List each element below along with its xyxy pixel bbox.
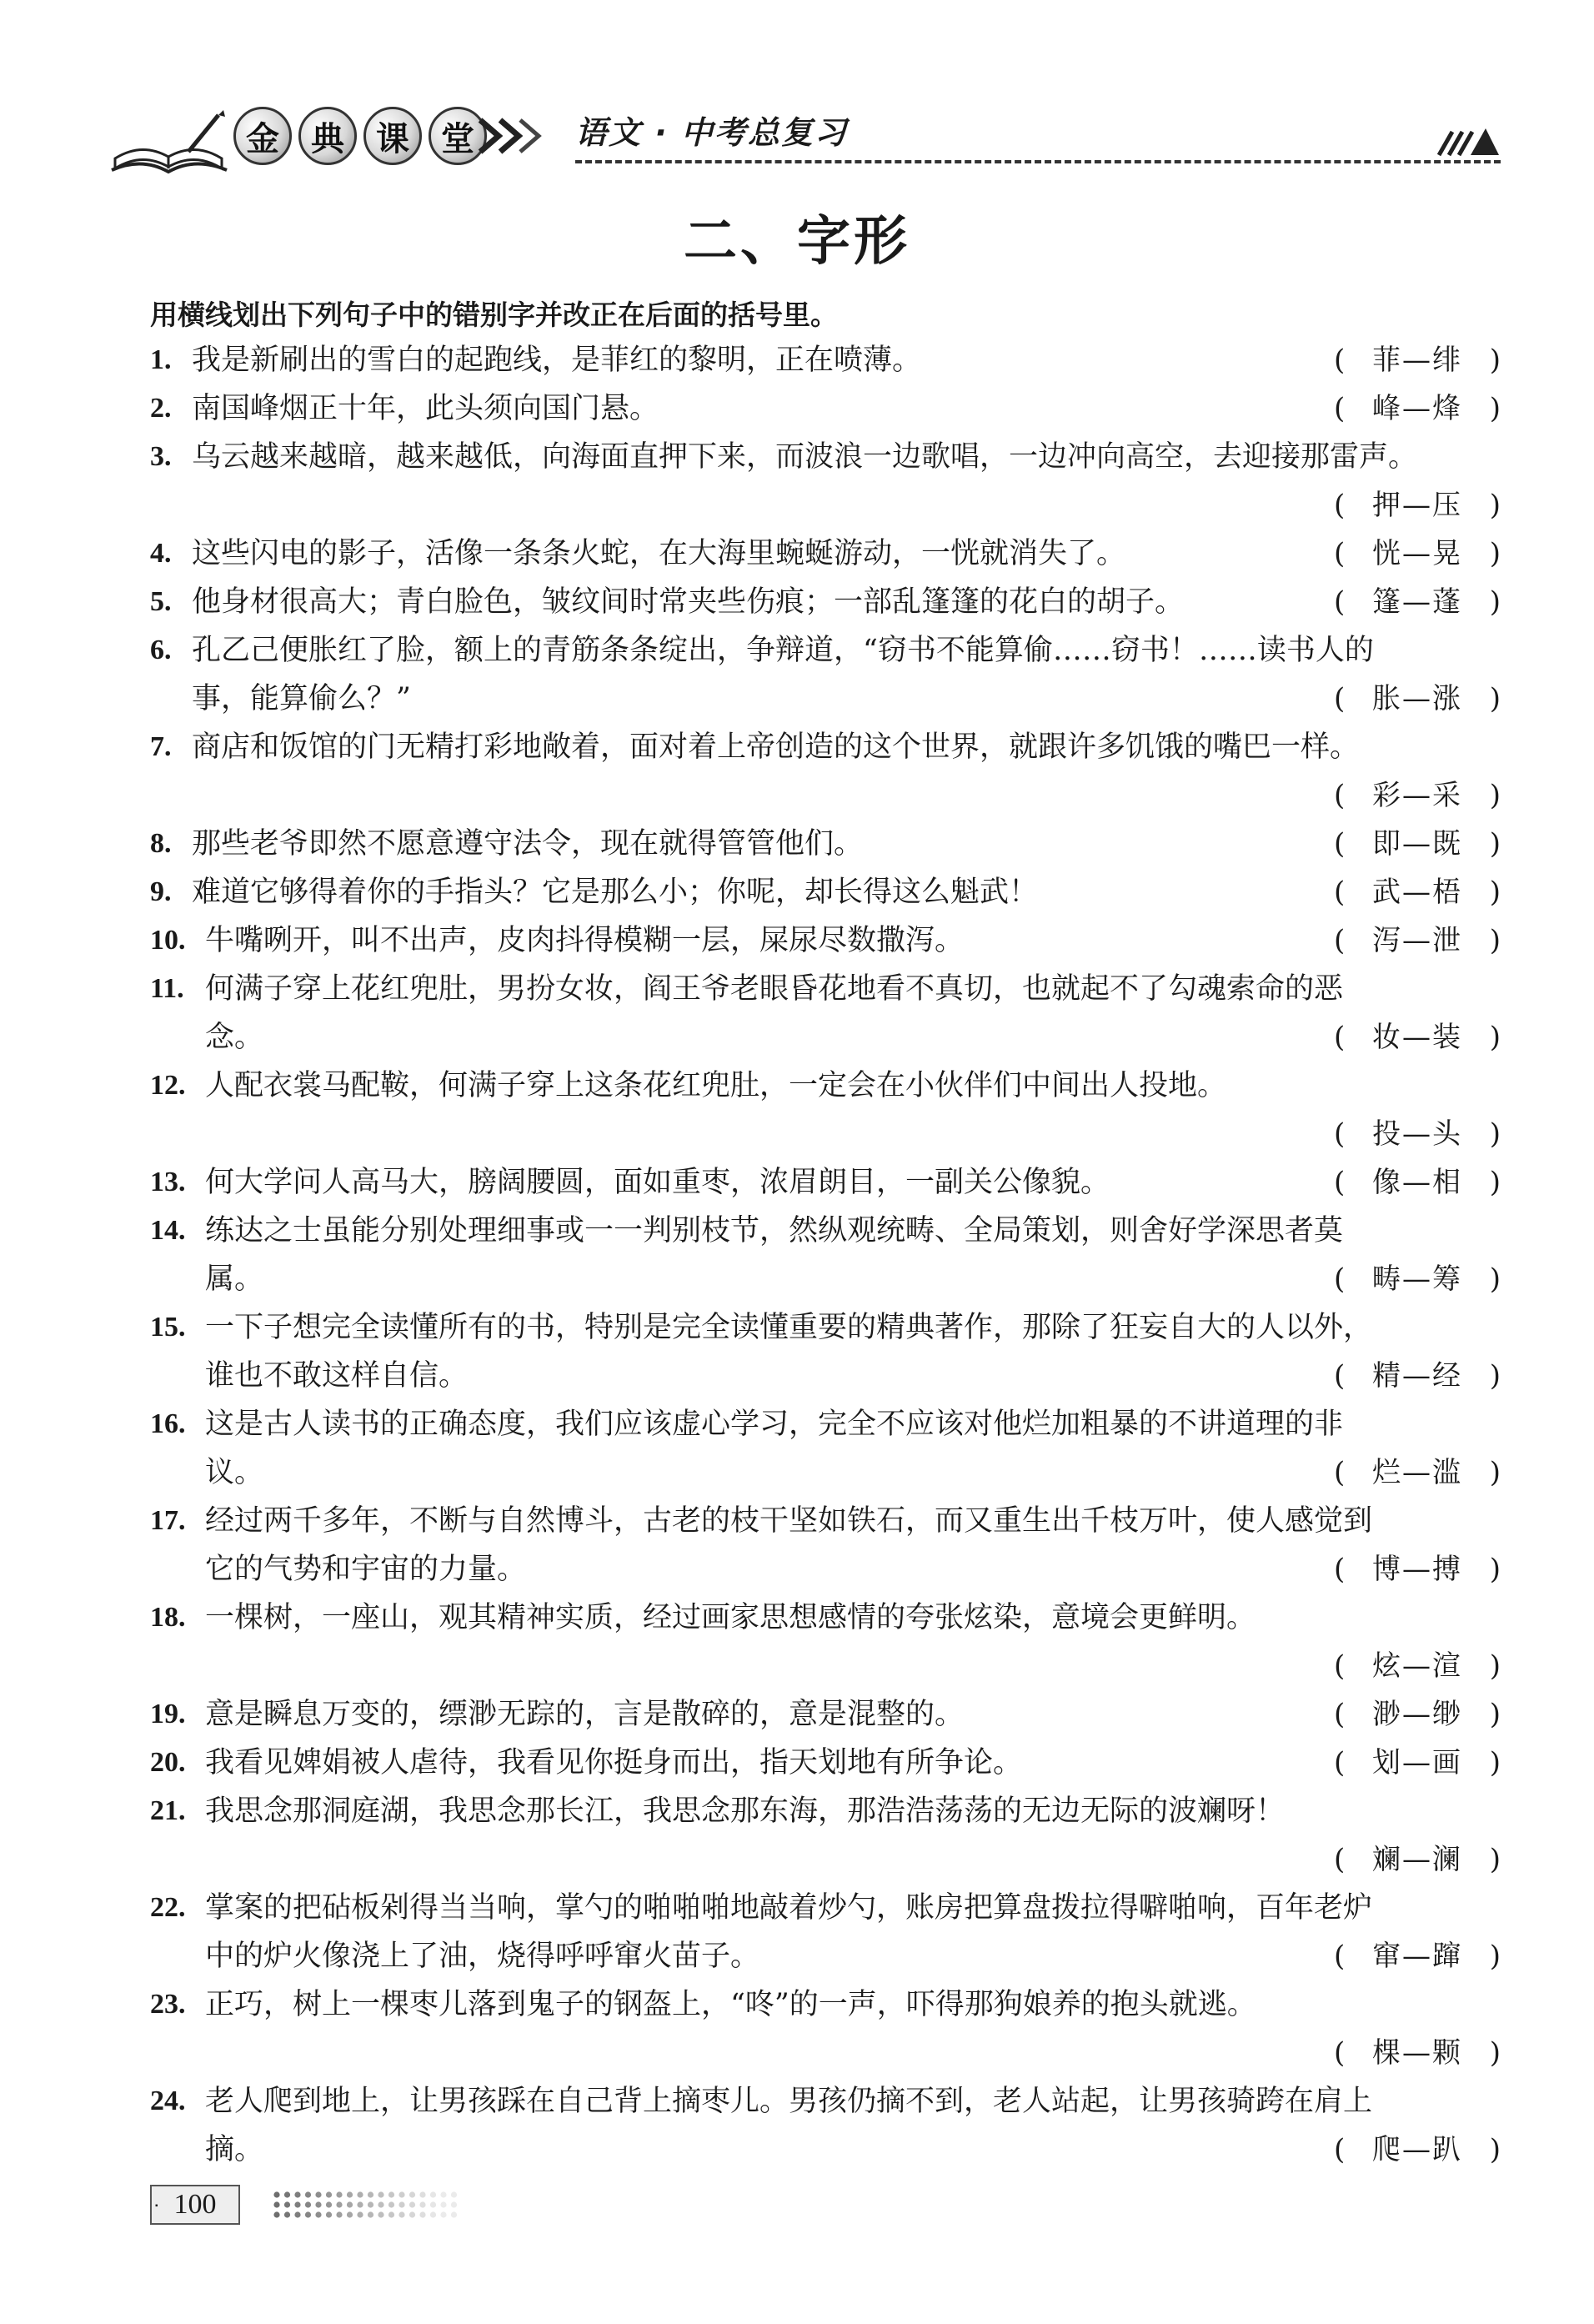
correction-text: 彩—采 bbox=[1372, 779, 1462, 812]
exercise-item bbox=[150, 1884, 1501, 1980]
answer-bracket bbox=[1334, 1158, 1501, 1207]
bracket-open: ( bbox=[1334, 1456, 1346, 1489]
bracket-open: ( bbox=[1334, 1940, 1346, 1973]
item-number: 23. bbox=[150, 1989, 186, 2020]
bracket-open: ( bbox=[1334, 876, 1346, 909]
answer-row bbox=[205, 1835, 1501, 1884]
bracket-close: ) bbox=[1489, 827, 1501, 861]
exercise-item bbox=[150, 723, 1501, 820]
decor-dot bbox=[305, 2201, 311, 2207]
correction-text: 炫—渲 bbox=[1372, 1649, 1462, 1683]
decor-dot bbox=[398, 2201, 404, 2207]
bracket-close: ) bbox=[1489, 1746, 1501, 1779]
item-number: 7. bbox=[150, 731, 172, 762]
sentence-line bbox=[205, 1980, 1501, 2029]
sentence-line bbox=[205, 2077, 1501, 2126]
bracket-close: ) bbox=[1489, 392, 1501, 425]
decor-dot bbox=[409, 2211, 415, 2217]
header-divider bbox=[575, 160, 1501, 163]
decor-dot bbox=[326, 2211, 332, 2217]
correction-text: 窜—蹿 bbox=[1372, 1940, 1462, 1973]
sentence-line bbox=[192, 433, 1501, 481]
exercise-instruction: 用横线划出下列句子中的错别字并改正在后面的括号里。 bbox=[150, 299, 838, 331]
exercise-item bbox=[150, 1158, 1501, 1207]
answer-row bbox=[205, 2029, 1501, 2077]
correction-text: 烂—滥 bbox=[1372, 1456, 1462, 1489]
decor-dot bbox=[409, 2201, 415, 2207]
sentence-text: 难道它够得着你的手指头？它是那么小；你呢，却长得这么魁武！ bbox=[192, 876, 1039, 909]
item-number: 14. bbox=[150, 1215, 186, 1246]
decor-dot bbox=[368, 2191, 373, 2197]
exercise-item bbox=[150, 820, 1501, 868]
decor-dot bbox=[305, 2211, 311, 2217]
decor-dot bbox=[347, 2211, 353, 2217]
decor-dot bbox=[315, 2191, 321, 2197]
answer-bracket bbox=[1334, 2029, 1501, 2077]
sentence-text: 我看见婢娟被人虐待，我看见你挺身而出，指天划地有所争论。 bbox=[205, 1746, 1023, 1779]
bracket-close: ) bbox=[1489, 1843, 1501, 1876]
sentence-line bbox=[192, 820, 1501, 868]
bracket-close: ) bbox=[1489, 1456, 1501, 1489]
sentence-text: 属。 bbox=[205, 1262, 264, 1296]
item-number: 15. bbox=[150, 1312, 186, 1343]
sentence-line bbox=[205, 1400, 1501, 1448]
sentence-text: 我思念那洞庭湖，我思念那长江，我思念那东海，那浩浩荡荡的无边无际的波斓呀！ bbox=[205, 1794, 1286, 1828]
correction-text: 投—头 bbox=[1372, 1117, 1462, 1151]
decor-dot bbox=[294, 2211, 300, 2217]
exercise-item bbox=[150, 1303, 1501, 1400]
bracket-open: ( bbox=[1334, 682, 1346, 715]
answer-bracket bbox=[1334, 1110, 1501, 1158]
exercise-item bbox=[150, 578, 1501, 626]
sentence-text: 议。 bbox=[205, 1456, 264, 1489]
sentence-line bbox=[205, 1207, 1501, 1255]
decor-dot bbox=[430, 2211, 436, 2217]
sentence-text: 经过两千多年，不断与自然博斗，古老的枝干坚如铁石，而又重生出千枝万叶，使人感觉到 bbox=[205, 1504, 1373, 1538]
exercise-item bbox=[150, 2077, 1501, 2174]
decor-dot bbox=[440, 2201, 446, 2207]
decor-dot bbox=[347, 2201, 353, 2207]
bracket-close: ) bbox=[1489, 1553, 1501, 1586]
answer-bracket bbox=[1334, 1013, 1501, 1062]
decor-dot bbox=[430, 2201, 436, 2207]
sentence-line bbox=[192, 675, 1501, 723]
item-number: 22. bbox=[150, 1892, 186, 1923]
exercise-item bbox=[150, 1497, 1501, 1594]
item-number: 5. bbox=[150, 586, 172, 617]
sentence-line bbox=[192, 868, 1501, 916]
bracket-open: ( bbox=[1334, 585, 1346, 619]
sentence-line bbox=[205, 1739, 1501, 1787]
item-number: 8. bbox=[150, 828, 172, 859]
bracket-open: ( bbox=[1334, 1262, 1346, 1296]
decor-dot bbox=[305, 2191, 311, 2197]
item-number: 1. bbox=[150, 344, 172, 375]
decor-dot bbox=[451, 2211, 457, 2217]
answer-bracket bbox=[1334, 916, 1501, 965]
correction-text: 武—梧 bbox=[1372, 876, 1462, 909]
exercise-item bbox=[150, 530, 1501, 578]
item-number: 19. bbox=[150, 1699, 186, 1729]
exercise-item bbox=[150, 868, 1501, 916]
series-title-char: 金 bbox=[233, 107, 292, 165]
corner-triangle-icon bbox=[1434, 117, 1501, 158]
correction-text: 渺—缈 bbox=[1372, 1698, 1462, 1731]
sentence-line bbox=[205, 1013, 1501, 1062]
bracket-close: ) bbox=[1489, 876, 1501, 909]
sentence-line bbox=[205, 1884, 1501, 1932]
decor-dot bbox=[315, 2211, 321, 2217]
decor-dot bbox=[284, 2201, 290, 2207]
sentence-line bbox=[205, 916, 1501, 965]
correction-text: 菲—绯 bbox=[1372, 344, 1462, 377]
bracket-close: ) bbox=[1489, 1649, 1501, 1683]
decor-dot bbox=[378, 2201, 383, 2207]
sentence-text: 乌云越来越暗，越来越低，向海面直押下来，而波浪一边歌唱，一边冲向高空，去迎接那雷声。 bbox=[192, 440, 1418, 474]
item-number: 11. bbox=[150, 973, 184, 1004]
sentence-line bbox=[205, 1303, 1501, 1352]
bracket-close: ) bbox=[1489, 1117, 1501, 1151]
sentence-line bbox=[205, 1545, 1501, 1594]
page-number: 100 bbox=[173, 2189, 217, 2220]
sentence-line bbox=[192, 578, 1501, 626]
item-number: 12. bbox=[150, 1070, 186, 1101]
decor-dot bbox=[440, 2211, 446, 2217]
sentence-line bbox=[205, 1158, 1501, 1207]
decor-dot bbox=[451, 2201, 457, 2207]
exercise-list bbox=[150, 336, 1501, 2174]
sentence-line bbox=[205, 1497, 1501, 1545]
correction-text: 篷—蓬 bbox=[1372, 585, 1462, 619]
answer-bracket bbox=[1334, 1690, 1501, 1739]
bracket-open: ( bbox=[1334, 1021, 1346, 1054]
sentence-text: 一棵树，一座山，观其精神实质，经过画家思想感情的夸张炫染，意境会更鲜明。 bbox=[205, 1601, 1256, 1634]
sentence-text: 它的气势和宇宙的力量。 bbox=[205, 1553, 527, 1586]
bracket-close: ) bbox=[1489, 489, 1501, 522]
double-chevron-icon bbox=[475, 115, 542, 157]
item-number: 10. bbox=[150, 925, 186, 956]
correction-text: 棵—颗 bbox=[1372, 2036, 1462, 2070]
decor-dot bbox=[388, 2211, 394, 2217]
item-number: 24. bbox=[150, 2086, 186, 2116]
subject-label: 语文 · 中考总复习 bbox=[575, 114, 848, 151]
bracket-open: ( bbox=[1334, 1166, 1346, 1199]
correction-text: 妆—装 bbox=[1372, 1021, 1462, 1054]
correction-text: 即—既 bbox=[1372, 827, 1462, 861]
exercise-item bbox=[150, 1062, 1501, 1158]
decor-dot bbox=[294, 2191, 300, 2197]
sentence-line bbox=[205, 965, 1501, 1013]
item-number: 21. bbox=[150, 1795, 186, 1826]
sentence-text: 中的炉火像浇上了油，烧得呼呼窜火苗子。 bbox=[205, 1940, 760, 1973]
bracket-open: ( bbox=[1334, 1117, 1346, 1151]
bracket-open: ( bbox=[1334, 1553, 1346, 1586]
bracket-close: ) bbox=[1489, 585, 1501, 619]
decor-dot bbox=[430, 2191, 436, 2197]
answer-row bbox=[205, 1642, 1501, 1690]
bracket-open: ( bbox=[1334, 1843, 1346, 1876]
decor-dot bbox=[357, 2201, 363, 2207]
open-book-pen-icon bbox=[108, 108, 233, 175]
bracket-close: ) bbox=[1489, 1698, 1501, 1731]
decor-dot bbox=[357, 2191, 363, 2197]
sentence-line bbox=[192, 530, 1501, 578]
sentence-line bbox=[192, 384, 1501, 433]
sentence-text: 孔乙己便胀红了脸，额上的青筋条条绽出，争辩道，“窃书不能算偷……窃书！……读书人的 bbox=[192, 634, 1374, 667]
decor-dot bbox=[398, 2191, 404, 2197]
decor-dot bbox=[388, 2201, 394, 2207]
correction-text: 精—经 bbox=[1372, 1359, 1462, 1393]
decor-dot bbox=[284, 2211, 290, 2217]
exercise-item bbox=[150, 1739, 1501, 1787]
bracket-close: ) bbox=[1489, 1262, 1501, 1296]
answer-bracket bbox=[1334, 820, 1501, 868]
correction-text: 押—压 bbox=[1372, 489, 1462, 522]
item-number: 16. bbox=[150, 1408, 186, 1439]
item-number: 6. bbox=[150, 635, 172, 665]
answer-bracket bbox=[1334, 1932, 1501, 1980]
decor-dot bbox=[347, 2191, 353, 2197]
correction-text: 恍—晃 bbox=[1372, 537, 1462, 570]
bullet-icon: ▪ bbox=[155, 2201, 158, 2211]
decor-dot bbox=[315, 2201, 321, 2207]
sentence-text: 念。 bbox=[205, 1021, 264, 1054]
sentence-text: 摘。 bbox=[205, 2133, 264, 2166]
sentence-line bbox=[205, 1787, 1501, 1835]
item-number: 17. bbox=[150, 1505, 186, 1536]
sentence-text: 老人爬到地上，让男孩踩在自己背上摘枣儿。男孩仍摘不到，老人站起，让男孩骑跨在肩上 bbox=[205, 2085, 1373, 2118]
bracket-close: ) bbox=[1489, 2133, 1501, 2166]
correction-text: 像—相 bbox=[1372, 1166, 1462, 1199]
sentence-text: 人配衣裳马配鞍，何满子穿上这条花红兜肚，一定会在小伙伴们中间出人投地。 bbox=[205, 1069, 1227, 1102]
decor-dot bbox=[326, 2191, 332, 2197]
decor-dot bbox=[388, 2191, 394, 2197]
sentence-text: 这些闪电的影子，活像一条条火蛇，在大海里蜿蜒游动，一恍就消失了。 bbox=[192, 537, 1126, 570]
bracket-open: ( bbox=[1334, 827, 1346, 861]
answer-bracket bbox=[1334, 1352, 1501, 1400]
sentence-line bbox=[205, 2126, 1501, 2174]
decor-dot bbox=[440, 2191, 446, 2197]
item-number: 9. bbox=[150, 876, 172, 907]
sentence-text: 何大学问人高马大，膀阔腰圆，面如重枣，浓眉朗目，一副关公像貌。 bbox=[205, 1166, 1110, 1199]
correction-text: 爬—趴 bbox=[1372, 2133, 1462, 2166]
decor-dot bbox=[336, 2191, 342, 2197]
sentence-text: 事，能算偷么？” bbox=[192, 682, 411, 715]
bracket-close: ) bbox=[1489, 1021, 1501, 1054]
decor-dot bbox=[451, 2191, 457, 2197]
sentence-line bbox=[205, 1255, 1501, 1303]
answer-bracket bbox=[1334, 1642, 1501, 1690]
decor-dot bbox=[336, 2211, 342, 2217]
bracket-open: ( bbox=[1334, 924, 1346, 957]
correction-text: 划—画 bbox=[1372, 1746, 1462, 1779]
sentence-line bbox=[205, 1062, 1501, 1110]
answer-bracket bbox=[1334, 1545, 1501, 1594]
bracket-open: ( bbox=[1334, 489, 1346, 522]
decor-dot bbox=[326, 2201, 332, 2207]
sentence-text: 商店和饭馆的门无精打彩地敞着，面对着上帝创造的这个世界，就跟许多饥饿的嘴巴一样。 bbox=[192, 730, 1360, 764]
decor-dot bbox=[273, 2201, 279, 2207]
sentence-text: 牛嘴咧开，叫不出声，皮肉抖得模糊一层，屎尿尽数撒泻。 bbox=[205, 924, 965, 957]
bracket-open: ( bbox=[1334, 779, 1346, 812]
answer-bracket bbox=[1334, 481, 1501, 530]
sentence-text: 他身材很高大；青白脸色，皱纹间时常夹些伤痕；一部乱篷篷的花白的胡子。 bbox=[192, 585, 1185, 619]
page-header bbox=[108, 92, 1501, 183]
decor-dot bbox=[378, 2191, 383, 2197]
bracket-close: ) bbox=[1489, 2036, 1501, 2070]
series-title-char: 典 bbox=[298, 107, 357, 165]
bracket-close: ) bbox=[1489, 344, 1501, 377]
answer-bracket bbox=[1334, 530, 1501, 578]
exercise-item bbox=[150, 626, 1501, 723]
item-number: 3. bbox=[150, 441, 172, 472]
decor-dot bbox=[419, 2211, 425, 2217]
section-title: 二、字形 bbox=[684, 211, 910, 273]
sentence-text: 那些老爷即然不愿意遵守法令，现在就得管管他们。 bbox=[192, 827, 864, 861]
sentence-line bbox=[192, 336, 1501, 384]
decor-dot bbox=[409, 2191, 415, 2197]
answer-bracket bbox=[1334, 578, 1501, 626]
sentence-text: 掌案的把砧板剁得当当响，掌勺的啪啪啪地敲着炒勺，账房把算盘拨拉得噼啪响，百年老炉 bbox=[205, 1891, 1373, 1925]
bracket-open: ( bbox=[1334, 537, 1346, 570]
exercise-item bbox=[150, 1207, 1501, 1303]
bracket-open: ( bbox=[1334, 1649, 1346, 1683]
exercise-item bbox=[150, 1594, 1501, 1690]
decor-dot bbox=[368, 2201, 373, 2207]
sentence-text: 练达之士虽能分别处理细事或一一判别枝节，然纵观统畴、全局策划，则舍好学深思者莫 bbox=[205, 1214, 1344, 1247]
bracket-close: ) bbox=[1489, 1940, 1501, 1973]
bracket-close: ) bbox=[1489, 682, 1501, 715]
item-number: 20. bbox=[150, 1747, 186, 1778]
sentence-text: 我是新刷出的雪白的起跑线，是菲红的黎明，正在喷薄。 bbox=[192, 344, 922, 377]
answer-bracket bbox=[1334, 771, 1501, 820]
answer-bracket bbox=[1334, 868, 1501, 916]
item-number: 18. bbox=[150, 1602, 186, 1633]
answer-row bbox=[192, 771, 1501, 820]
decor-dot bbox=[368, 2211, 373, 2217]
exercise-item bbox=[150, 1690, 1501, 1739]
sentence-line bbox=[205, 1690, 1501, 1739]
bracket-close: ) bbox=[1489, 1359, 1501, 1393]
sentence-text: 这是古人读书的正确态度，我们应该虚心学习，完全不应该对他烂加粗暴的不讲道理的非 bbox=[205, 1408, 1344, 1441]
bracket-open: ( bbox=[1334, 392, 1346, 425]
sentence-text: 南国峰烟正十年，此头须向国门悬。 bbox=[192, 392, 659, 425]
exercise-item bbox=[150, 916, 1501, 965]
sentence-line bbox=[205, 1932, 1501, 1980]
bracket-open: ( bbox=[1334, 1746, 1346, 1779]
item-number: 4. bbox=[150, 538, 172, 569]
exercise-item bbox=[150, 965, 1501, 1062]
decor-dot bbox=[419, 2191, 425, 2197]
sentence-text: 意是瞬息万变的，缥渺无踪的，言是散碎的，意是混整的。 bbox=[205, 1698, 965, 1731]
answer-bracket bbox=[1334, 1835, 1501, 1884]
correction-text: 泻—泄 bbox=[1372, 924, 1462, 957]
sentence-line bbox=[205, 1352, 1501, 1400]
correction-text: 畴—筹 bbox=[1372, 1262, 1462, 1296]
correction-text: 峰—烽 bbox=[1372, 392, 1462, 425]
exercise-item bbox=[150, 433, 1501, 530]
decor-dot bbox=[273, 2191, 279, 2197]
item-number: 2. bbox=[150, 393, 172, 424]
answer-row bbox=[192, 481, 1501, 530]
decor-dot bbox=[294, 2201, 300, 2207]
sentence-line bbox=[192, 723, 1501, 771]
bracket-open: ( bbox=[1334, 344, 1346, 377]
bracket-close: ) bbox=[1489, 1166, 1501, 1199]
answer-row bbox=[205, 1110, 1501, 1158]
exercise-item bbox=[150, 1980, 1501, 2077]
decor-dot bbox=[357, 2211, 363, 2217]
sentence-line bbox=[205, 1448, 1501, 1497]
answer-bracket bbox=[1334, 1739, 1501, 1787]
decor-dot bbox=[273, 2211, 279, 2217]
answer-bracket bbox=[1334, 336, 1501, 384]
bracket-close: ) bbox=[1489, 924, 1501, 957]
sentence-text: 一下子想完全读懂所有的书，特别是完全读懂重要的精典著作，那除了狂妄自大的人以外， bbox=[205, 1311, 1373, 1344]
decorative-dots bbox=[272, 2190, 464, 2220]
sentence-text: 正巧，树上一棵枣儿落到鬼子的钢盔上，“咚”的一声，吓得那狗娘养的抱头就逃。 bbox=[205, 1988, 1256, 2021]
series-title-char: 课 bbox=[363, 107, 422, 165]
correction-text: 斓—澜 bbox=[1372, 1843, 1462, 1876]
answer-bracket bbox=[1334, 384, 1501, 433]
decor-dot bbox=[336, 2201, 342, 2207]
sentence-text: 何满子穿上花红兜肚，男扮女妆，阎王爷老眼昏花地看不真切，也就起不了勾魂索命的恶 bbox=[205, 972, 1344, 1006]
bracket-open: ( bbox=[1334, 1359, 1346, 1393]
sentence-line bbox=[192, 626, 1501, 675]
decor-dot bbox=[419, 2201, 425, 2207]
bracket-open: ( bbox=[1334, 2133, 1346, 2166]
decor-dot bbox=[284, 2191, 290, 2197]
correction-text: 博—搏 bbox=[1372, 1553, 1462, 1586]
item-number: 13. bbox=[150, 1167, 186, 1197]
sentence-line bbox=[205, 1594, 1501, 1642]
exercise-item bbox=[150, 384, 1501, 433]
answer-bracket bbox=[1334, 1448, 1501, 1497]
exercise-item bbox=[150, 1400, 1501, 1497]
series-title bbox=[233, 107, 487, 165]
sentence-text: 谁也不敢这样自信。 bbox=[205, 1359, 469, 1393]
exercise-item bbox=[150, 1787, 1501, 1884]
page-number-box bbox=[150, 2185, 240, 2225]
exercise-item bbox=[150, 336, 1501, 384]
bracket-open: ( bbox=[1334, 2036, 1346, 2070]
bracket-close: ) bbox=[1489, 537, 1501, 570]
bracket-close: ) bbox=[1489, 779, 1501, 812]
answer-bracket bbox=[1334, 1255, 1501, 1303]
answer-bracket bbox=[1334, 2126, 1501, 2174]
series-title-char: 堂 bbox=[429, 107, 487, 165]
correction-text: 胀—涨 bbox=[1372, 682, 1462, 715]
decor-dot bbox=[398, 2211, 404, 2217]
bracket-open: ( bbox=[1334, 1698, 1346, 1731]
decor-dot bbox=[378, 2211, 383, 2217]
answer-bracket bbox=[1334, 675, 1501, 723]
